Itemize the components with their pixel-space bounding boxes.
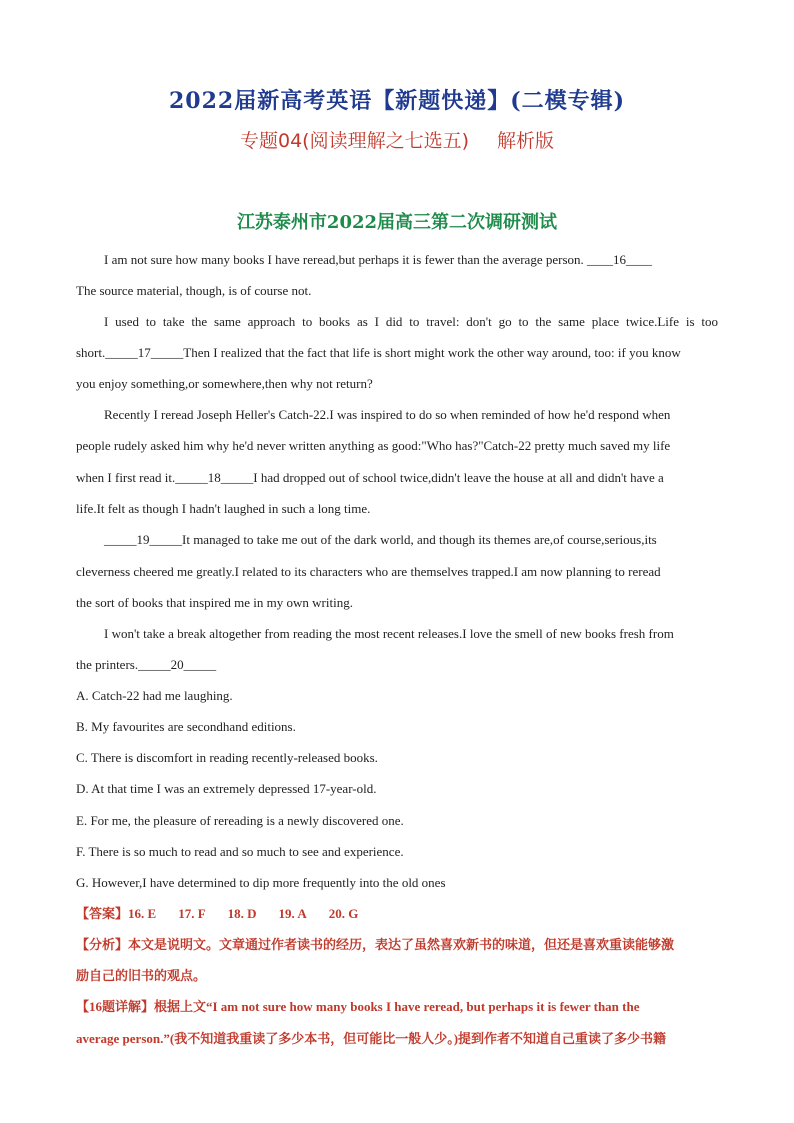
- option-b: B. My favourites are secondhand editions.: [76, 719, 296, 734]
- passage-text: I had dropped out of school twice,didn't leave the house at all and didn't have a: [253, 470, 664, 485]
- passage-line: [104, 252, 718, 268]
- subtitle-topic: 专题04(阅读理解之七选五): [239, 130, 469, 152]
- blank-19: _____19_____: [104, 532, 182, 547]
- passage-line: [104, 532, 718, 548]
- option-d: D. At that time I was an extremely depressed 17-year-old.: [76, 781, 377, 796]
- passage-line: I used to take the same approach to books as I did to travel: don't go to the same place twice.Life is too: [104, 314, 718, 329]
- blank-16: ____16____: [587, 252, 652, 267]
- passage-line: you enjoy something,or somewhere,then why not return?: [76, 376, 373, 391]
- option-a: A. Catch-22 had me laughing.: [76, 688, 233, 703]
- passage-line: [76, 470, 718, 486]
- passage-line: people rudely asked him why he'd never written anything as good:"Who has?"Catch-22 pretty much saved my life: [76, 438, 671, 453]
- answer-item: 19. A: [278, 906, 307, 921]
- passage-line: cleverness cheered me greatly.I related to its characters who are themselves trapped.I am now planning to reread: [76, 564, 661, 579]
- passage-line: The source material, though, is of course not.: [76, 283, 312, 298]
- passage-text: Then I realized that the fact that life is short might work the other way around, too: if you know: [183, 345, 681, 360]
- answer-item: 18. D: [227, 906, 257, 921]
- subtitle-version: 解析版: [497, 130, 555, 152]
- passage-text: It managed to take me out of the dark world, and though its themes are,of course,serious,its: [182, 532, 657, 547]
- option-e: E. For me, the pleasure of rereading is a newly discovered one.: [76, 813, 404, 828]
- section-title: 江苏泰州市2022届高三第二次调研测试: [236, 212, 558, 233]
- passage-text: short.: [76, 345, 106, 360]
- option-c: C. There is discomfort in reading recently-released books.: [76, 750, 378, 765]
- detail-line: 【16题详解】根据上文“I am not sure how many books I have reread, but perhaps it is fewer than the: [76, 999, 640, 1014]
- passage-text: I am not sure how many books I have reread,but perhaps it is fewer than the average person.: [104, 252, 587, 267]
- option-f: F. There is so much to read and so much to see and experience.: [76, 844, 404, 859]
- passage-text: when I first read it.: [76, 470, 176, 485]
- passage-line: life.It felt as though I hadn't laughed in such a long time.: [76, 501, 371, 516]
- answer-item: 16. E: [128, 906, 157, 921]
- passage-text: the printers.: [76, 657, 139, 672]
- blank-18: _____18_____: [175, 470, 254, 485]
- document-subtitle: [0, 126, 794, 153]
- blank-20: _____20_____: [138, 657, 217, 672]
- document-title: 2022届新高考英语【新题快递】(二模专辑): [168, 88, 626, 114]
- passage-line: I won't take a break altogether from reading the most recent releases.I love the smell of new books fresh from: [104, 626, 674, 641]
- answer-item: 17. F: [178, 906, 206, 921]
- answer-item: 20. G: [328, 906, 359, 921]
- option-g: G. However,I have determined to dip more frequently into the old ones: [76, 875, 446, 890]
- passage-line: the sort of books that inspired me in my own writing.: [76, 595, 353, 610]
- answer-label: 【答案】: [76, 906, 129, 921]
- analysis-line: 【分析】本文是说明文。文章通过作者读书的经历，表达了虽然喜欢新书的味道，但还是喜欢重读能够激: [76, 937, 675, 952]
- detail-line: average person.”(我不知道我重读了多少本书，但可能比一般人少。)提到作者不知道自己重读了多少书籍: [76, 1031, 667, 1046]
- analysis-line: 励自己的旧书的观点。: [76, 968, 207, 983]
- blank-17: _____17_____: [105, 345, 184, 360]
- passage-line: [76, 657, 718, 673]
- answer-line: [76, 906, 718, 922]
- passage-line: [76, 345, 718, 361]
- passage-line: Recently I reread Joseph Heller's Catch-22.I was inspired to do so when reminded of how he'd respond when: [104, 407, 671, 422]
